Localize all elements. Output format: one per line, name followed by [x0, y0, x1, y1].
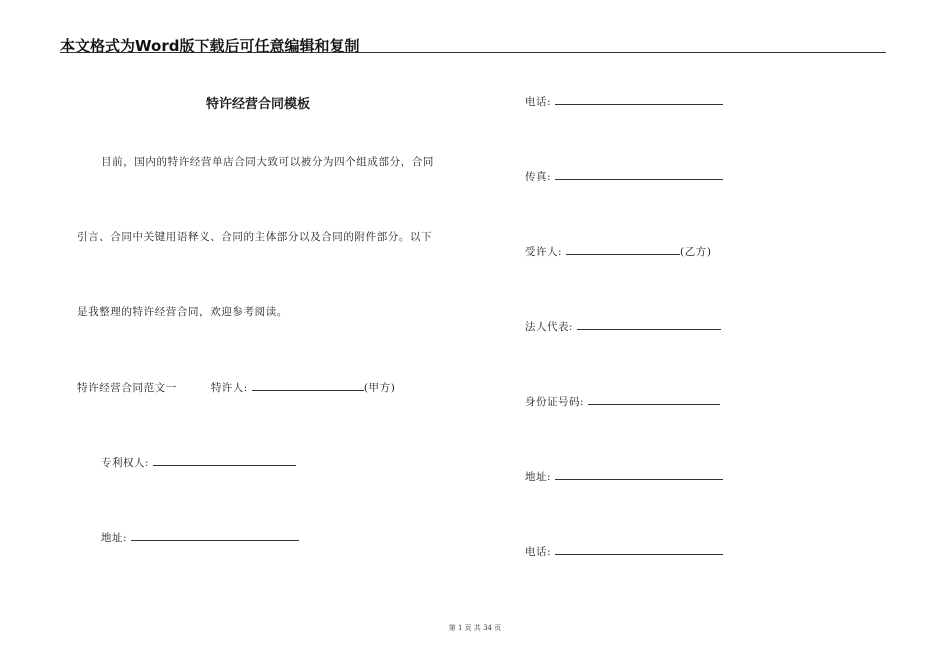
- intro-paragraph-line-1: 目前，国内的特许经营单店合同大致可以被分为四个组成部分，合同: [101, 156, 434, 168]
- left-address-label: 地址:: [101, 532, 128, 544]
- franchisee-line: [525, 243, 712, 259]
- franchisor-blank[interactable]: [252, 379, 364, 391]
- sample-contract-label: 特许经营合同范文一: [77, 382, 177, 394]
- right-address-line: [525, 468, 723, 484]
- phone-line-1: [525, 93, 723, 109]
- fax-blank[interactable]: [555, 168, 723, 180]
- left-address-blank[interactable]: [131, 529, 299, 541]
- phone-label-1: 电话:: [525, 96, 552, 108]
- patent-holder-label: 专利权人:: [101, 457, 150, 469]
- legal-rep-blank[interactable]: [577, 318, 721, 330]
- fax-line: [525, 168, 723, 184]
- intro-paragraph-line-2: 引言、合同中关键用语释义、合同的主体部分以及合同的附件部分。以下: [77, 231, 433, 243]
- franchisor-line: [77, 379, 395, 395]
- fax-label: 传真:: [525, 171, 552, 183]
- header-title: 本文格式为Word版下载后可任意编辑和复制: [60, 37, 360, 55]
- phone-label-2: 电话:: [525, 546, 552, 558]
- id-number-blank[interactable]: [588, 393, 720, 405]
- franchisor-label: 特许人:: [210, 382, 248, 394]
- right-address-blank[interactable]: [555, 468, 723, 480]
- franchisee-blank[interactable]: [566, 243, 680, 255]
- legal-rep-line: [525, 318, 721, 334]
- patent-holder-line: [101, 454, 296, 470]
- phone-blank-1[interactable]: [555, 93, 723, 105]
- intro-paragraph-line-3: 是我整理的特许经营合同，欢迎参考阅读。: [77, 306, 288, 318]
- id-number-label: 身份证号码:: [525, 396, 585, 408]
- right-address-label: 地址:: [525, 471, 552, 483]
- franchisor-suffix: (甲方): [363, 382, 396, 394]
- patent-holder-blank[interactable]: [153, 454, 296, 466]
- phone-blank-2[interactable]: [555, 543, 723, 555]
- header-divider: [60, 52, 886, 53]
- id-number-line: [525, 393, 720, 409]
- left-address-line: [101, 529, 299, 545]
- document-title: 特许经营合同模板: [206, 97, 311, 112]
- franchisee-label: 受许人:: [525, 246, 563, 258]
- page-number-footer: 第 1 页 共 34 页: [448, 624, 502, 632]
- legal-rep-label: 法人代表:: [525, 321, 574, 333]
- phone-line-2: [525, 543, 723, 559]
- franchisee-suffix: (乙方): [680, 246, 712, 258]
